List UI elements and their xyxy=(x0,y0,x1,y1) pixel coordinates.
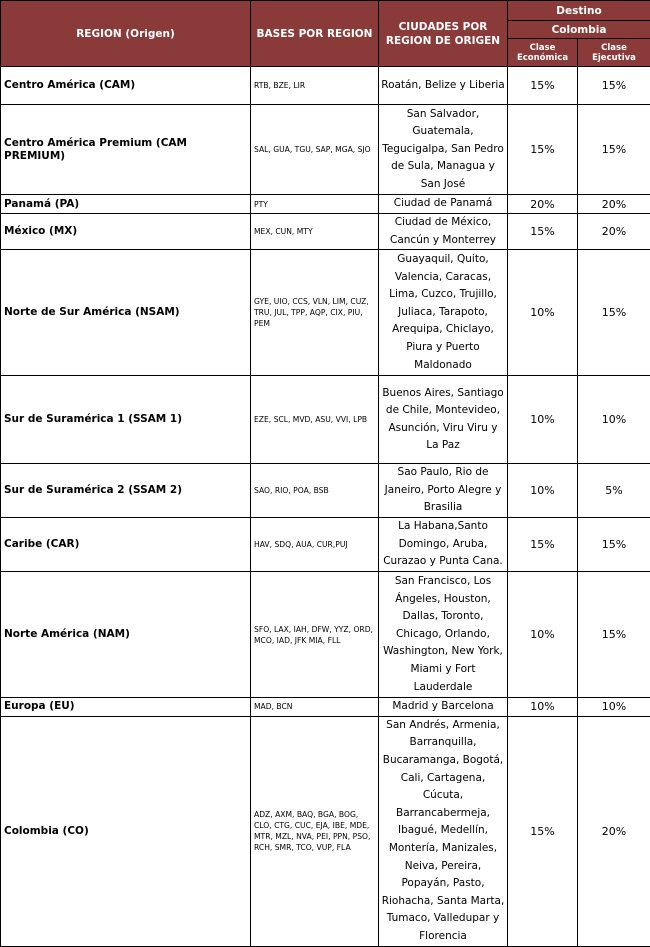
header-region: REGION (Origen) xyxy=(1,1,251,67)
table-row xyxy=(1,67,650,105)
region-cell: Norte América (NAM) xyxy=(1,572,251,698)
economica-cell: 15% xyxy=(508,518,578,572)
cities-cell: Ciudad de México, Cancún y Monterrey xyxy=(379,214,508,250)
economica-cell: 10% xyxy=(508,376,578,464)
cities-cell: Buenos Aires, Santiago de Chile, Montevideo, Asunción, Viru Viru y La Paz xyxy=(379,376,508,464)
cities-cell: Sao Paulo, Rio de Janeiro, Porto Alegre y Brasilia xyxy=(379,464,508,518)
cities-cell: Ciudad de Panamá xyxy=(379,195,508,214)
header-colombia: Colombia xyxy=(508,21,650,39)
cities-cell: San Salvador, Guatemala, Tegucigalpa, San Pedro de Sula, Managua y San José xyxy=(379,105,508,195)
header-bases: BASES POR REGION xyxy=(251,1,379,67)
bases-cell: PTY xyxy=(251,195,379,214)
region-cell: Centro América (CAM) xyxy=(1,67,251,105)
table-row xyxy=(1,250,650,376)
table-row xyxy=(1,698,650,717)
cities-cell: La Habana,Santo Domingo, Aruba, Curazao y Punta Cana. xyxy=(379,518,508,572)
table-body xyxy=(1,67,650,947)
table-row xyxy=(1,376,650,464)
economica-cell: 15% xyxy=(508,105,578,195)
bases-cell: MAD, BCN xyxy=(251,698,379,717)
ejecutiva-cell: 15% xyxy=(578,518,650,572)
ejecutiva-cell: 5% xyxy=(578,464,650,518)
region-cell: Europa (EU) xyxy=(1,698,251,717)
ejecutiva-cell: 15% xyxy=(578,67,650,105)
ejecutiva-cell: 20% xyxy=(578,214,650,250)
cities-cell: Madrid y Barcelona xyxy=(379,698,508,717)
ejecutiva-cell: 15% xyxy=(578,105,650,195)
cities-cell: San Andrés, Armenia, Barranquilla, Bucaramanga, Bogotá, Cali, Cartagena, Cúcuta, Barrancabermeja, Ibagué, Medellín, Montería, Manizales, Neiva, Pereira, Popayán, Pasto, Riohacha, Santa Marta, Tumaco, Valledupar y Florencia xyxy=(379,716,508,946)
header-cities: CIUDADES POR REGION DE ORIGEN xyxy=(379,1,508,67)
economica-cell: 15% xyxy=(508,214,578,250)
region-cell: Panamá (PA) xyxy=(1,195,251,214)
region-cell: Sur de Suramérica 1 (SSAM 1) xyxy=(1,376,251,464)
cities-cell: Guayaquil, Quito, Valencia, Caracas, Lima, Cuzco, Trujillo, Juliaca, Tarapoto, Arequipa, Chiclayo, Piura y Puerto Maldonado xyxy=(379,250,508,376)
ejecutiva-cell: 20% xyxy=(578,195,650,214)
region-cell: Centro América Premium (CAM PREMIUM) xyxy=(1,105,251,195)
region-cell: México (MX) xyxy=(1,214,251,250)
table-row xyxy=(1,464,650,518)
table-row xyxy=(1,214,650,250)
economica-cell: 20% xyxy=(508,195,578,214)
bases-cell: RTB, BZE, LIR xyxy=(251,67,379,105)
economica-cell: 10% xyxy=(508,464,578,518)
ejecutiva-cell: 10% xyxy=(578,698,650,717)
bases-cell: EZE, SCL, MVD, ASU, VVI, LPB xyxy=(251,376,379,464)
economica-cell: 10% xyxy=(508,698,578,717)
bases-cell: ADZ, AXM, BAQ, BGA, BOG, CLO, CTG, CUC, EJA, IBE, MDE, MTR, MZL, NVA, PEI, PPN, PSO, RCH, SMR, TCO, VUP, FLA xyxy=(251,716,379,946)
header-destino: Destino xyxy=(508,1,650,21)
ejecutiva-cell: 15% xyxy=(578,572,650,698)
cities-cell: San Francisco, Los Ángeles, Houston, Dallas, Toronto, Chicago, Orlando, Washington, New York, Miami y Fort Lauderdale xyxy=(379,572,508,698)
ejecutiva-cell: 15% xyxy=(578,250,650,376)
economica-cell: 10% xyxy=(508,572,578,698)
table-row xyxy=(1,716,650,946)
region-cell: Caribe (CAR) xyxy=(1,518,251,572)
ejecutiva-cell: 10% xyxy=(578,376,650,464)
bases-cell: SAO, RIO, POA, BSB xyxy=(251,464,379,518)
ejecutiva-cell: 20% xyxy=(578,716,650,946)
bases-cell: MEX, CUN, MTY xyxy=(251,214,379,250)
header-clase-economica: Clase Económica xyxy=(508,39,578,67)
economica-cell: 10% xyxy=(508,250,578,376)
header-clase-ejecutiva: Clase Ejecutiva xyxy=(578,39,650,67)
cities-cell: Roatán, Belize y Liberia xyxy=(379,67,508,105)
region-cell: Colombia (CO) xyxy=(1,716,251,946)
table-row xyxy=(1,195,650,214)
table-row xyxy=(1,518,650,572)
bases-cell: SAL, GUA, TGU, SAP, MGA, SJO xyxy=(251,105,379,195)
region-cell: Sur de Suramérica 2 (SSAM 2) xyxy=(1,464,251,518)
economica-cell: 15% xyxy=(508,716,578,946)
bases-cell: SFO, LAX, IAH, DFW, YYZ, ORD, MCO, IAD, JFK MIA, FLL xyxy=(251,572,379,698)
economica-cell: 15% xyxy=(508,67,578,105)
region-cell: Norte de Sur América (NSAM) xyxy=(1,250,251,376)
bases-cell: HAV, SDQ, AUA, CUR,PUJ xyxy=(251,518,379,572)
table-row xyxy=(1,572,650,698)
table-row xyxy=(1,105,650,195)
bases-cell: GYE, UIO, CCS, VLN, LIM, CUZ, TRU, JUL, TPP, AQP, CIX, PIU, PEM xyxy=(251,250,379,376)
